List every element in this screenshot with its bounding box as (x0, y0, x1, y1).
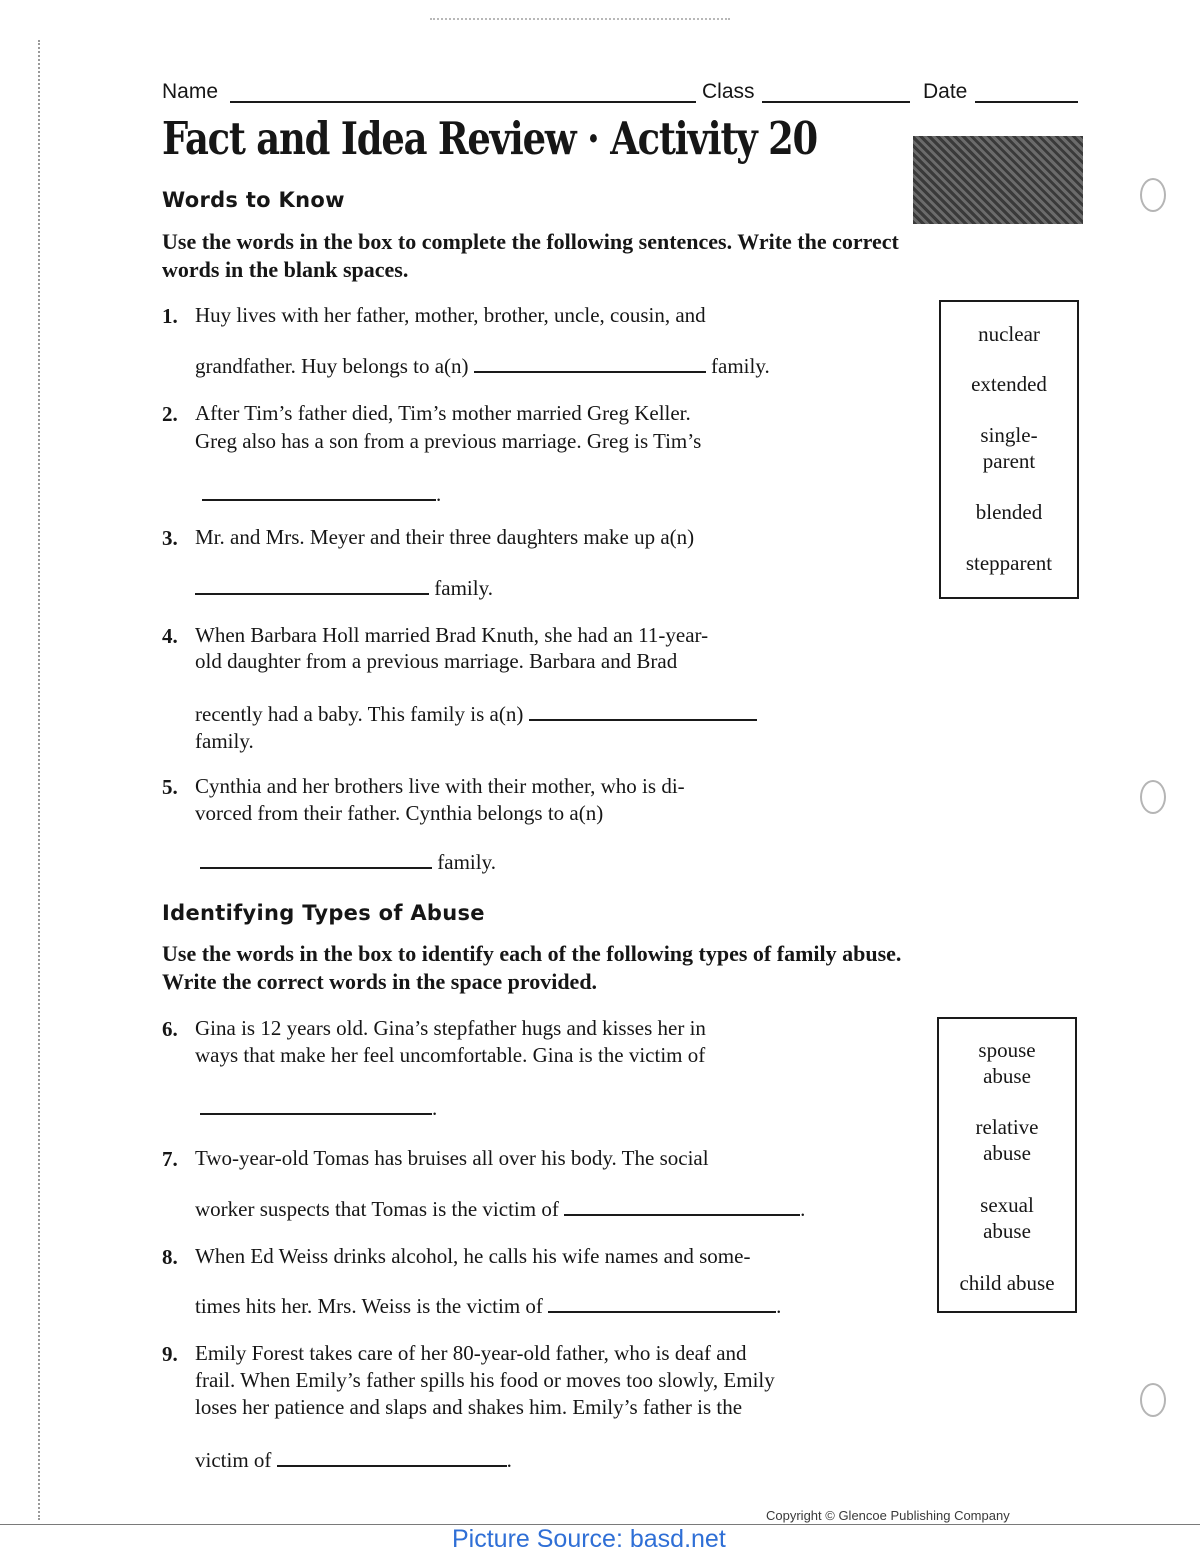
name-label: Name (162, 80, 219, 103)
question-text: . (776, 1294, 782, 1318)
question-text: grandfather. Huy belongs to a(n) (195, 354, 469, 378)
question-text: Greg also has a son from a previous marriage. Greg is Tim’s (195, 429, 702, 453)
word-box-family-types (939, 300, 1079, 599)
question-number: 4. (162, 624, 178, 648)
question-number: 6. (162, 1017, 178, 1041)
binder-hole-icon (1140, 1383, 1166, 1417)
picture-source-link[interactable]: Picture Source: basd.net (452, 1525, 726, 1553)
question-text: . (800, 1197, 806, 1221)
word-box-item: relative abuse (975, 1115, 1039, 1165)
answer-blank[interactable] (474, 353, 706, 373)
question-text: When Ed Weiss drinks alcohol, he calls his wife names and some- (195, 1244, 751, 1268)
word-box-item: nuclear (978, 322, 1040, 346)
scan-top-smudge (430, 18, 730, 23)
question-text (200, 1094, 437, 1122)
word-box-item: single- parent (980, 423, 1038, 473)
question-text (195, 700, 757, 728)
date-label: Date (923, 80, 968, 103)
answer-blank[interactable] (195, 575, 429, 595)
question-text: family. (711, 354, 770, 378)
section-instructions-abuse: Use the words in the box to identify each of the following types of family abuse. Write the correct words in the space provided. (162, 941, 902, 994)
class-label: Class (702, 80, 755, 103)
question-text: Cynthia and her brothers live with their mother, who is di- (195, 774, 685, 798)
section-heading-abuse: Identifying Types of Abuse (162, 901, 485, 925)
copyright-notice: Copyright © Glencoe Publishing Company (766, 1508, 1010, 1523)
answer-blank[interactable] (200, 1095, 432, 1115)
word-box-item: sexual abuse (980, 1193, 1034, 1243)
question-text: frail. When Emily’s father spills his food or moves too slowly, Emily (195, 1368, 775, 1392)
question-text: Mr. and Mrs. Meyer and their three daughters make up a(n) (195, 525, 695, 549)
answer-blank[interactable] (548, 1293, 776, 1313)
question-text (200, 848, 496, 876)
question-text (195, 352, 770, 380)
question-text: ways that make her feel uncomfortable. Gina is the victim of (195, 1043, 706, 1067)
question-text: . (436, 482, 442, 506)
question-text: After Tim’s father died, Tim’s mother married Greg Keller. (195, 401, 691, 425)
scan-edge-marks (38, 40, 50, 1520)
question-text: family. (434, 576, 493, 600)
question-text: old daughter from a previous marriage. Barbara and Brad (195, 649, 678, 673)
question-text: loses her patience and slaps and shakes him. Emily’s father is the (195, 1395, 743, 1419)
question-text (202, 480, 441, 508)
question-text: Huy lives with her father, mother, brother, uncle, cousin, and (195, 303, 706, 327)
question-number: 9. (162, 1342, 178, 1366)
answer-blank[interactable] (529, 701, 757, 721)
question-text: When Barbara Holl married Brad Knuth, she had an 11-year- (195, 623, 709, 647)
word-box-item: extended (971, 372, 1047, 396)
question-number: 1. (162, 304, 178, 328)
class-field[interactable] (762, 101, 910, 103)
question-number: 7. (162, 1147, 178, 1171)
word-box-item: blended (975, 500, 1043, 524)
question-text: . (506, 1448, 512, 1472)
question-text: times hits her. Mrs. Weiss is the victim of (195, 1294, 543, 1318)
question-number: 3. (162, 526, 178, 550)
word-box-item: spouse abuse (978, 1038, 1036, 1088)
question-text: recently had a baby. This family is a(n) (195, 702, 524, 726)
answer-blank[interactable] (277, 1447, 507, 1467)
chapter-badge (913, 136, 1083, 224)
question-number: 8. (162, 1245, 178, 1269)
question-text: family. (195, 729, 254, 753)
answer-blank[interactable] (200, 849, 432, 869)
section-heading-words: Words to Know (162, 188, 345, 212)
name-field[interactable] (230, 101, 696, 103)
question-number: 2. (162, 402, 178, 426)
question-text: Two-year-old Tomas has bruises all over his body. The social (195, 1146, 709, 1170)
question-text (195, 1292, 781, 1320)
question-text (195, 1446, 512, 1474)
question-text (195, 1195, 805, 1223)
answer-blank[interactable] (202, 481, 436, 501)
date-field[interactable] (975, 101, 1078, 103)
question-text: victim of (195, 1448, 272, 1472)
binder-hole-icon (1140, 780, 1166, 814)
question-text: . (432, 1096, 438, 1120)
question-text: Emily Forest takes care of her 80-year-old father, who is deaf and (195, 1341, 747, 1365)
word-box-abuse-types (937, 1017, 1077, 1313)
section-instructions-words: Use the words in the box to complete the following sentences. Write the correct words in the blank spaces. (162, 229, 899, 282)
question-text (195, 574, 493, 602)
question-text: family. (437, 850, 496, 874)
answer-blank[interactable] (564, 1196, 800, 1216)
question-number: 5. (162, 775, 178, 799)
word-box-item: stepparent (965, 551, 1053, 575)
question-text: vorced from their father. Cynthia belongs to a(n) (195, 801, 604, 825)
question-text: Gina is 12 years old. Gina’s stepfather hugs and kisses her in (195, 1016, 706, 1040)
page-title: Fact and Idea Review · Activity 20 (162, 112, 818, 165)
word-box-item: child abuse (959, 1271, 1055, 1295)
binder-hole-icon (1140, 178, 1166, 212)
question-text: worker suspects that Tomas is the victim of (195, 1197, 559, 1221)
